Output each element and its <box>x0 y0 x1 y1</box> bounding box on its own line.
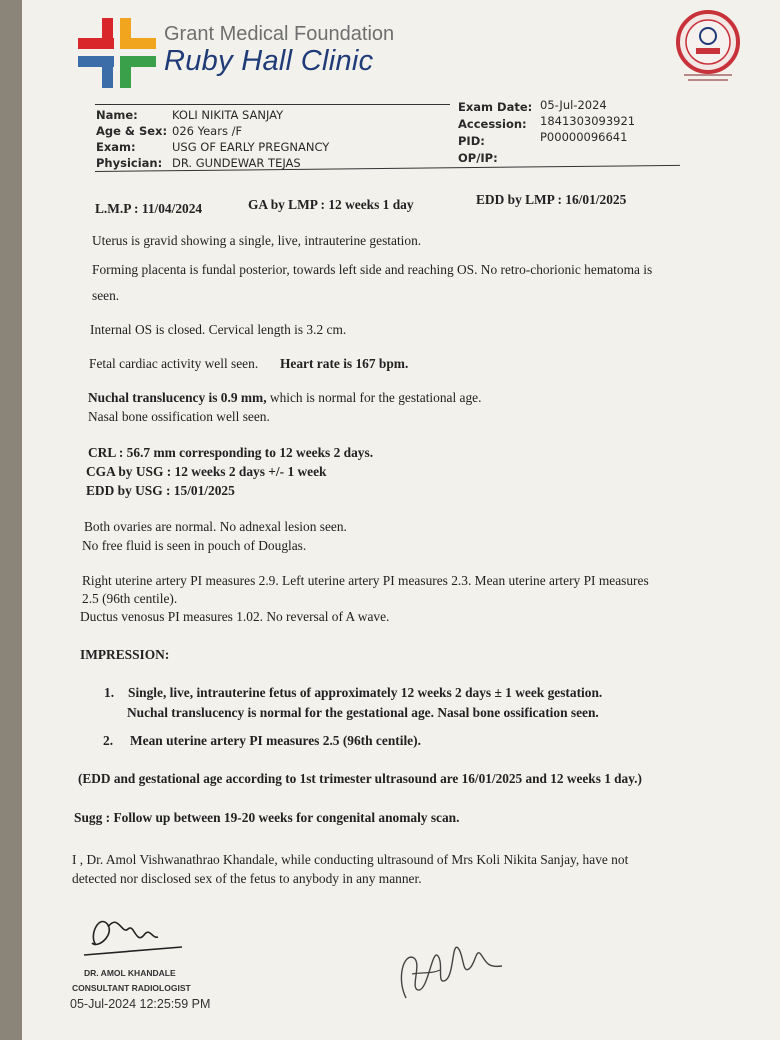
ruby-hall-cross-logo <box>78 18 160 94</box>
uterine-artery-pi: Right uterine artery PI measures 2.9. Left uterine artery PI measures 2.3. Mean uterine artery PI measures <box>82 573 649 588</box>
edd-by-usg: EDD by USG : 15/01/2025 <box>86 483 235 498</box>
opip-label: OP/IP: <box>458 151 498 165</box>
exam-date-label: Exam Date: <box>458 100 533 114</box>
clinic-name: Ruby Hall Clinic <box>164 45 374 77</box>
crl-measurement: CRL : 56.7 mm corresponding to 12 weeks 2 days. <box>88 445 374 460</box>
impression-num-1: 1. <box>104 685 115 700</box>
name-label: Name: <box>96 108 138 122</box>
foundation-name: Grant Medical Foundation <box>164 23 395 45</box>
placenta-finding-cont: seen. <box>92 288 120 303</box>
exam-date: 05-Jul-2024 <box>540 98 607 112</box>
radiologist-signature-printed <box>78 905 188 965</box>
sex-declaration-cont: detected nor disclosed sex of the fetus to anybody in any manner. <box>72 871 422 886</box>
impression-item-1-cont: Nuchal translucency is normal for the gestational age. Nasal bone ossification seen. <box>127 705 599 720</box>
cervix-finding: Internal OS is closed. Cervical length is 3.2 cm. <box>90 322 347 337</box>
uterus-finding: Uterus is gravid showing a single, live, intrauterine gestation. <box>92 233 422 248</box>
pid-label: PID: <box>458 134 485 148</box>
sex-declaration: I , Dr. Amol Vishwanathrao Khandale, while conducting ultrasound of Mrs Koli Nikita Sanjay, have not <box>72 852 629 867</box>
ga-by-lmp: GA by LMP : 12 weeks 1 day <box>248 197 414 212</box>
nabh-accreditation-seal <box>666 8 756 88</box>
impression-heading: IMPRESSION: <box>80 647 170 662</box>
placenta-finding: Forming placenta is fundal posterior, towards left side and reaching OS. No retro-chorionic hematoma is <box>92 262 653 277</box>
physician-name: DR. GUNDEWAR TEJAS <box>172 156 301 170</box>
signature-timestamp: 05-Jul-2024 12:25:59 PM <box>70 997 211 1011</box>
cardiac-activity: Fetal cardiac activity well seen. <box>89 356 259 371</box>
accession-number: 1841303093921 <box>540 114 636 128</box>
exam-name: USG OF EARLY PREGNANCY <box>172 140 330 154</box>
accession-label: Accession: <box>458 117 527 131</box>
ovaries-finding: Both ovaries are normal. No adnexal lesion seen. <box>84 519 347 534</box>
nasal-bone: Nasal bone ossification well seen. <box>88 409 270 424</box>
patient-age-sex: 026 Years /F <box>172 124 243 138</box>
free-fluid-finding: No free fluid is seen in pouch of Douglas. <box>82 538 307 553</box>
exam-label: Exam: <box>96 140 136 154</box>
impression-item-1: Single, live, intrauterine fetus of approximately 12 weeks 2 days ± 1 week gestation. <box>128 685 603 700</box>
uterine-artery-pi-cont: 2.5 (96th centile). <box>82 591 178 606</box>
followup-suggestion: Sugg : Follow up between 19-20 weeks for congenital anomaly scan. <box>74 810 460 825</box>
nuchal-translucency <box>88 389 481 406</box>
radiologist-title: CONSULTANT RADIOLOGIST <box>72 983 191 993</box>
lmp-date: L.M.P : 11/04/2024 <box>95 201 203 216</box>
impression-item-2: Mean uterine artery PI measures 2.5 (96th centile). <box>130 733 421 748</box>
edd-by-lmp: EDD by LMP : 16/01/2025 <box>476 192 627 207</box>
patient-name: KOLI NIKITA SANJAY <box>172 108 284 122</box>
pid-value: P00000096641 <box>540 130 628 144</box>
radiologist-signature-handwritten <box>392 928 512 1008</box>
cga-by-usg: CGA by USG : 12 weeks 2 days +/- 1 week <box>86 464 327 479</box>
nt-comment: which is normal for the gestational age. <box>266 390 482 405</box>
ductus-venosus: Ductus venosus PI measures 1.02. No reversal of A wave. <box>80 609 390 624</box>
physician-label: Physician: <box>96 156 163 170</box>
edd-note: (EDD and gestational age according to 1st trimester ultrasound are 16/01/2025 and 12 weeks 1 day.) <box>78 771 642 786</box>
nt-value: Nuchal translucency is 0.9 mm, <box>88 390 267 405</box>
impression-num-2: 2. <box>103 733 114 748</box>
age-sex-label: Age & Sex: <box>96 124 168 138</box>
heart-rate: Heart rate is 167 bpm. <box>280 356 409 371</box>
radiologist-name: DR. AMOL KHANDALE <box>84 968 176 978</box>
